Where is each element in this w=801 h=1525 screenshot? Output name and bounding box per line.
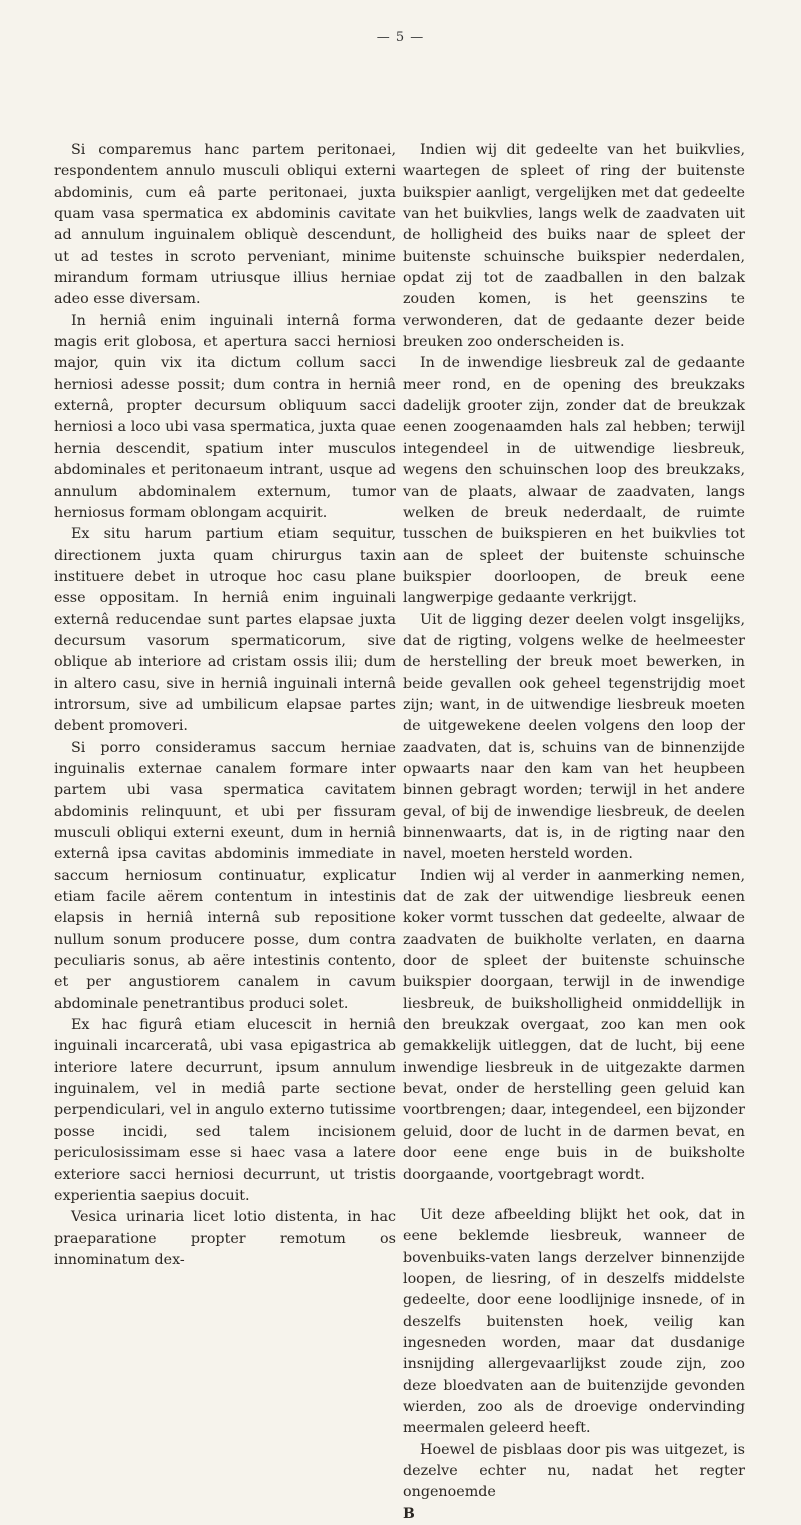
latin-column [54,140,396,1271]
page-number: — 5 — [376,30,425,45]
latin-paragraph-4: Si porro consideramus saccum herniae inguinalis externae canalem formare inter partem ubi vasa spermatica cavitatem abdominis relinquunt, et ubi per fissuram musculi obliqui externi exeunt, dum in herniâ externâ ipsa cavitas abdominis immediate in saccum herniosum continuatur, explicatur etiam facile aërem contentum in intestinis elapsis in herniâ internâ sub repositione nullum sonum producere posse, dum contra peculiaris sonus, ab aëre intestinis contento, et per angustiorem canalem in cavum abdominale penetrantibus produci solet. [54,739,396,1012]
dutch-paragraph-4: Indien wij al verder in aanmerking nemen, dat de zak der uitwendige liesbreuk eenen koker vormt tusschen dat gedeelte, alwaar de zaadvaten de buikholte verlaten, en daarna door de spleet der buitenste schuinsche buikspier doorgaan, terwijl in de inwendige liesbreuk, de buiksholligheid onmiddellijk in den breukzak overgaat, zoo kan men ook gemakkelijk uitleggen, dat de lucht, bij eene inwendige liesbreuk in de uitgezakte darmen bevat, onder de herstelling geen geluid kan voortbrengen; daar, integendeel, een bijzonder geluid, door de lucht in de darmen bevat, en door eene enge buis in de buiksholte doorgaande, voortgebragt wordt. [403,867,745,1183]
latin-paragraph-1: Si comparemus hanc partem peritonaei, respondentem annulo musculi obliqui externi abdominis, cum eâ parte peritonaei, juxta quam vasa spermatica ex abdominis cavitate ad annulum inguinalem obliquè descendunt, ut ad testes in scroto perveniant, minime mirandum formam utriusque illius herniae adeo esse diversam. [54,142,396,308]
latin-paragraph-3: Ex situ harum partium etiam sequitur, directionem juxta quam chirurgus taxin instituere debet in utroque hoc casu plane esse oppositam. In herniâ enim inguinali externâ reducendae sunt partes elapsae juxta decursum vasorum spermaticorum, sive oblique ab interiore ad cristam ossis ilii; dum in altero casu, sive in herniâ inguinali internâ introrsum, sive ad umbilicum elapsae partes debent promoveri. [54,526,396,735]
dutch-paragraph-5: Uit deze afbeelding blijkt het ook, dat in eene beklemde liesbreuk, wanneer de bovenbuiks-vaten langs derzelver binnenzijde loopen, de liesring, of in deszelfs middelste gedeelte, door eene loodlijnige insnede, of in deszelfs buitensten hoek, veilig kan ingesneden worden, maar dat dusdanige insnijding allergevaarlijkst zoude zijn, zoo deze bloedvaten aan de buitenzijde gevonden wierden, zoo als de droevige ondervinding meermalen geleerd heeft. [403,1206,745,1437]
latin-paragraph-2: In herniâ enim inguinali internâ forma magis erit globosa, et apertura sacci herniosi major, quin vix ita dictum collum sacci herniosi adesse possit; dum contra in herniâ externâ, propter decursum obliquum sacci herniosi a loco ubi vasa spermatica, juxta quae hernia descendit, spatium inter musculos abdominales et peritonaeum intrant, usque ad annulum abdominalem externum, tumor herniosus formam oblongam acquirit. [54,312,396,521]
latin-paragraph-6: Vesica urinaria licet lotio distenta, in hac praeparatione propter remotum os innominatum dex- [54,1209,396,1268]
dutch-paragraph-6: Hoewel de pisblaas door pis was uitgezet, is dezelve echter nu, nadat het regter ongenoemde [403,1441,745,1501]
dutch-paragraph-2: In de inwendige liesbreuk zal de gedaante meer rond, en de opening des breukzaks dadelijk grooter zijn, zonder dat de breukzak eenen zoogenaamden hals zal hebben; terwijl integendeel in de uitwendige liesbreuk, wegens den schuinschen loop des breukzaks, van de plaats, alwaar de zaadvaten, langs welken de breuk nederdaalt, de ruimte tusschen de buikspieren en het buikvlies tot aan de spleet der buitenste schuinsche buikspier doorloopen, de breuk eene langwerpige gedaante verkrijgt. [403,355,745,607]
signature-mark: B [403,1505,415,1522]
dutch-paragraph-1: Indien wij dit gedeelte van het buikvlies, waartegen de spleet of ring der buitenste buikspier aanligt, vergelijken met dat gedeelte van het buikvlies, langs welk de zaadvaten uit de holligheid des buiks naar de spleet der buitenste schuinsche buikspier nederdalen, opdat zij tot de zaadballen in den balzak zouden komen, is het geenszins te verwonderen, dat de gedaante dezer beide breuken zoo onderscheiden is. [403,142,745,351]
dutch-paragraph-3: Uit de ligging dezer deelen volgt insgelijks, dat de rigting, volgens welke de heelmeester de herstelling der breuk moet bewerken, in beide gevallen ook geheel tegenstrijdig moet zijn; want, in de uitwendige liesbreuk moeten de uitgewekene deelen volgens den loop der zaadvaten, dat is, schuins van de binnenzijde opwaarts naar den kam van het heupbeen binnen gebragt worden; terwijl in het andere geval, of bij de inwendige liesbreuk, de deelen binnenwaarts, dat is, in de rigting naar den navel, moeten hersteld worden. [403,611,745,863]
dutch-column [403,140,745,1525]
latin-paragraph-5: Ex hac figurâ etiam elucescit in herniâ inguinali incarceratâ, ubi vasa epigastrica ab interiore latere decurrunt, ipsum annulum inguinalem, vel in mediâ parte sectione perpendiculari, vel in angulo externo tutissime posse incidi, sed talem incisionem periculosissimam esse si haec vasa a latere exteriore sacci herniosi decurrunt, ut tristis experientia saepius docuit. [54,1017,396,1204]
